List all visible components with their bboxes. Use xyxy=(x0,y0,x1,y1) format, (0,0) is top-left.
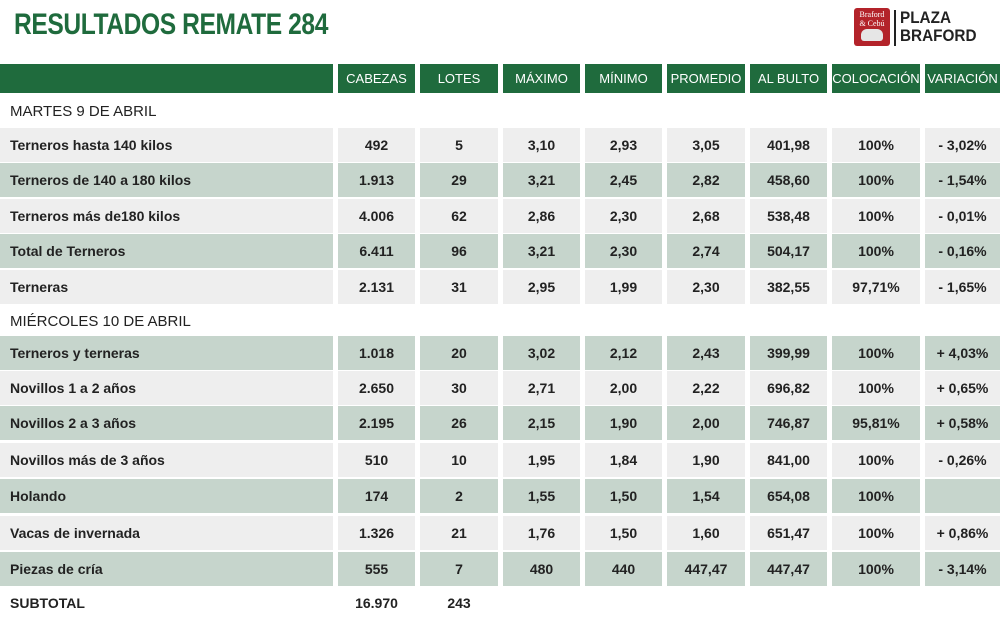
cell-variacion: - 0,26% xyxy=(925,443,1000,477)
cell-colocacion: 100% xyxy=(832,552,920,586)
cell-label: Terneros más de180 kilos xyxy=(0,199,333,233)
cell-promedio: 2,00 xyxy=(667,406,745,440)
cell-variacion: - 0,16% xyxy=(925,234,1000,268)
subtotal-label: SUBTOTAL xyxy=(10,595,85,611)
cell-label: Total de Terneros xyxy=(0,234,333,268)
cell-minimo: 1,50 xyxy=(585,479,662,513)
section-heading: MIÉRCOLES 10 DE ABRIL xyxy=(10,312,191,330)
cell-colocacion: 100% xyxy=(832,234,920,268)
cell-variacion: + 0,86% xyxy=(925,516,1000,550)
cell-colocacion: 100% xyxy=(832,128,920,162)
cell-lotes: 96 xyxy=(420,234,498,268)
col-header: PROMEDIO xyxy=(667,64,745,93)
cell-lotes: 21 xyxy=(420,516,498,550)
cell-colocacion: 100% xyxy=(832,199,920,233)
table-row xyxy=(0,336,1000,370)
cell-lotes: 30 xyxy=(420,371,498,405)
cell-minimo: 1,84 xyxy=(585,443,662,477)
cell-cabezas: 1.326 xyxy=(338,516,415,550)
cell-colocacion: 100% xyxy=(832,443,920,477)
table-row xyxy=(0,163,1000,197)
table-row xyxy=(0,371,1000,405)
cell-label: Terneras xyxy=(0,270,333,304)
subtotal-lotes: 243 xyxy=(447,595,471,611)
col-header: CABEZAS xyxy=(338,64,415,93)
cell-cabezas: 1.913 xyxy=(338,163,415,197)
cell-bulto: 841,00 xyxy=(750,443,827,477)
cell-minimo: 2,30 xyxy=(585,234,662,268)
cell-cabezas: 492 xyxy=(338,128,415,162)
cell-variacion: - 1,65% xyxy=(925,270,1000,304)
cell-bulto: 538,48 xyxy=(750,199,827,233)
cell-maximo: 1,55 xyxy=(503,479,580,513)
cell-lotes: 10 xyxy=(420,443,498,477)
cell-lotes: 62 xyxy=(420,199,498,233)
cell-promedio: 2,43 xyxy=(667,336,745,370)
cell-minimo: 440 xyxy=(585,552,662,586)
cell-cabezas: 510 xyxy=(338,443,415,477)
cell-cabezas: 2.195 xyxy=(338,406,415,440)
section-heading: MARTES 9 DE ABRIL xyxy=(10,102,157,120)
cell-maximo: 2,71 xyxy=(503,371,580,405)
cell-bulto: 458,60 xyxy=(750,163,827,197)
cell-maximo: 3,21 xyxy=(503,234,580,268)
cell-bulto: 382,55 xyxy=(750,270,827,304)
cell-lotes: 31 xyxy=(420,270,498,304)
cell-minimo: 1,90 xyxy=(585,406,662,440)
cell-label: Novillos 2 a 3 años xyxy=(0,406,333,440)
cell-lotes: 2 xyxy=(420,479,498,513)
cell-bulto: 504,17 xyxy=(750,234,827,268)
cell-colocacion: 100% xyxy=(832,516,920,550)
cell-variacion: + 0,58% xyxy=(925,406,1000,440)
cell-promedio: 1,54 xyxy=(667,479,745,513)
table-row xyxy=(0,516,1000,550)
cell-lotes: 20 xyxy=(420,336,498,370)
subtotal-row xyxy=(0,589,1000,617)
braford-cebu-badge-icon: Braford & Cebú xyxy=(854,8,890,46)
col-header: LOTES xyxy=(420,64,498,93)
cell-cabezas: 2.650 xyxy=(338,371,415,405)
table-header xyxy=(0,64,1000,93)
cell-cabezas: 6.411 xyxy=(338,234,415,268)
table-row xyxy=(0,406,1000,440)
cell-colocacion: 97,71% xyxy=(832,270,920,304)
cell-variacion: - 3,14% xyxy=(925,552,1000,586)
cell-label: Vacas de invernada xyxy=(0,516,333,550)
cell-minimo: 2,12 xyxy=(585,336,662,370)
cell-minimo: 2,30 xyxy=(585,199,662,233)
cell-colocacion: 100% xyxy=(832,163,920,197)
cell-bulto: 401,98 xyxy=(750,128,827,162)
cell-maximo: 2,86 xyxy=(503,199,580,233)
cell-minimo: 2,00 xyxy=(585,371,662,405)
cell-cabezas: 1.018 xyxy=(338,336,415,370)
cell-lotes: 5 xyxy=(420,128,498,162)
cell-maximo: 3,02 xyxy=(503,336,580,370)
cell-variacion: - 1,54% xyxy=(925,163,1000,197)
cell-label: Novillos más de 3 años xyxy=(0,443,333,477)
table-row xyxy=(0,234,1000,268)
cell-colocacion: 100% xyxy=(832,336,920,370)
col-header: MÍNIMO xyxy=(585,64,662,93)
table-row xyxy=(0,443,1000,477)
cell-label: Terneros y terneras xyxy=(0,336,333,370)
cell-cabezas: 4.006 xyxy=(338,199,415,233)
header-label-cell xyxy=(0,64,333,93)
col-header: COLOCACIÓN xyxy=(832,64,920,93)
cell-label: Holando xyxy=(0,479,333,513)
cell-variacion: - 3,02% xyxy=(925,128,1000,162)
cell-cabezas: 2.131 xyxy=(338,270,415,304)
subtotal-cabezas: 16.970 xyxy=(355,595,398,611)
cell-label: Piezas de cría xyxy=(0,552,333,586)
cell-variacion: + 0,65% xyxy=(925,371,1000,405)
cell-label: Terneros de 140 a 180 kilos xyxy=(0,163,333,197)
cell-bulto: 447,47 xyxy=(750,552,827,586)
table-row xyxy=(0,128,1000,162)
cell-cabezas: 174 xyxy=(338,479,415,513)
table-row xyxy=(0,270,1000,304)
cell-colocacion: 100% xyxy=(832,371,920,405)
cell-variacion: - 0,01% xyxy=(925,199,1000,233)
cell-promedio: 2,74 xyxy=(667,234,745,268)
cell-lotes: 26 xyxy=(420,406,498,440)
cell-minimo: 1,99 xyxy=(585,270,662,304)
cell-maximo: 480 xyxy=(503,552,580,586)
cell-maximo: 1,76 xyxy=(503,516,580,550)
cell-colocacion: 95,81% xyxy=(832,406,920,440)
cell-bulto: 651,47 xyxy=(750,516,827,550)
cell-bulto: 399,99 xyxy=(750,336,827,370)
cell-label: Terneros hasta 140 kilos xyxy=(0,128,333,162)
plaza-braford-logo: Braford & Cebú PLAZA BRAFORD xyxy=(852,8,992,48)
table-row xyxy=(0,199,1000,233)
cell-minimo: 2,45 xyxy=(585,163,662,197)
cell-promedio: 2,82 xyxy=(667,163,745,197)
cell-maximo: 1,95 xyxy=(503,443,580,477)
page-title: RESULTADOS REMATE 284 xyxy=(14,8,328,41)
cell-bulto: 696,82 xyxy=(750,371,827,405)
cell-minimo: 1,50 xyxy=(585,516,662,550)
table-row xyxy=(0,552,1000,586)
cell-colocacion: 100% xyxy=(832,479,920,513)
cell-variacion: + 4,03% xyxy=(925,336,1000,370)
cell-variacion xyxy=(925,479,1000,513)
col-header: AL BULTO xyxy=(750,64,827,93)
cell-maximo: 3,10 xyxy=(503,128,580,162)
cell-promedio: 2,22 xyxy=(667,371,745,405)
col-header: VARIACIÓN xyxy=(925,64,1000,93)
cell-lotes: 7 xyxy=(420,552,498,586)
cell-maximo: 3,21 xyxy=(503,163,580,197)
cell-promedio: 2,68 xyxy=(667,199,745,233)
cell-maximo: 2,95 xyxy=(503,270,580,304)
cell-promedio: 3,05 xyxy=(667,128,745,162)
cell-promedio: 1,90 xyxy=(667,443,745,477)
cell-cabezas: 555 xyxy=(338,552,415,586)
cell-maximo: 2,15 xyxy=(503,406,580,440)
table-row xyxy=(0,479,1000,513)
cell-promedio: 2,30 xyxy=(667,270,745,304)
cell-minimo: 2,93 xyxy=(585,128,662,162)
cell-promedio: 1,60 xyxy=(667,516,745,550)
cell-bulto: 746,87 xyxy=(750,406,827,440)
cell-lotes: 29 xyxy=(420,163,498,197)
cell-bulto: 654,08 xyxy=(750,479,827,513)
col-header: MÁXIMO xyxy=(503,64,580,93)
cell-promedio: 447,47 xyxy=(667,552,745,586)
cell-label: Novillos 1 a 2 años xyxy=(0,371,333,405)
